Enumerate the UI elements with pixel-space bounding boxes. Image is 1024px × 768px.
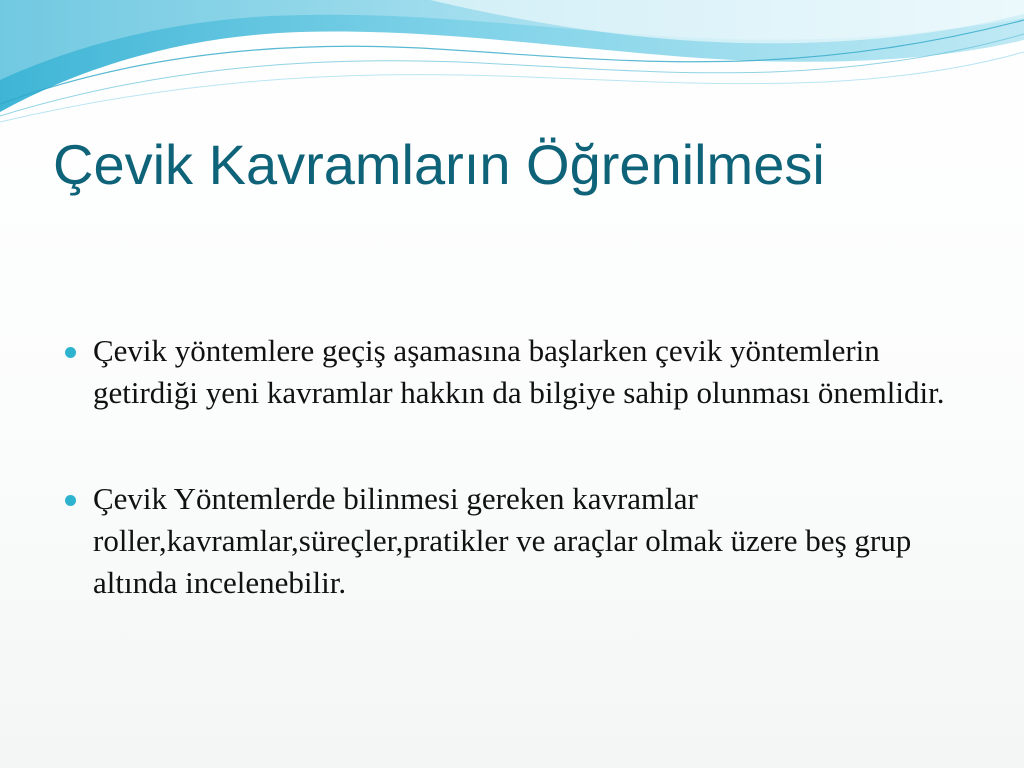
header-wave-decoration: [0, 0, 1024, 130]
bullet-item: [65, 478, 975, 604]
bullet-text: Çevik Yöntemlerde bilinmesi gereken kavramlar roller,kavramlar,süreçler,pratikler ve araçlar olmak üzere beş grup altında incelenebilir.: [93, 481, 912, 600]
bullet-dot-icon: [65, 495, 76, 506]
bullet-text: Çevik yöntemlere geçiş aşamasına başlarken çevik yöntemlerin getirdiği yeni kavramlar hakkın da bilgiye sahip olunması önemlidir.: [93, 333, 945, 410]
bullet-dot-icon: [65, 347, 76, 358]
bullet-list: [65, 330, 975, 604]
slide-title: Çevik Kavramların Öğrenilmesi: [53, 133, 825, 196]
bullet-item: [65, 330, 975, 414]
